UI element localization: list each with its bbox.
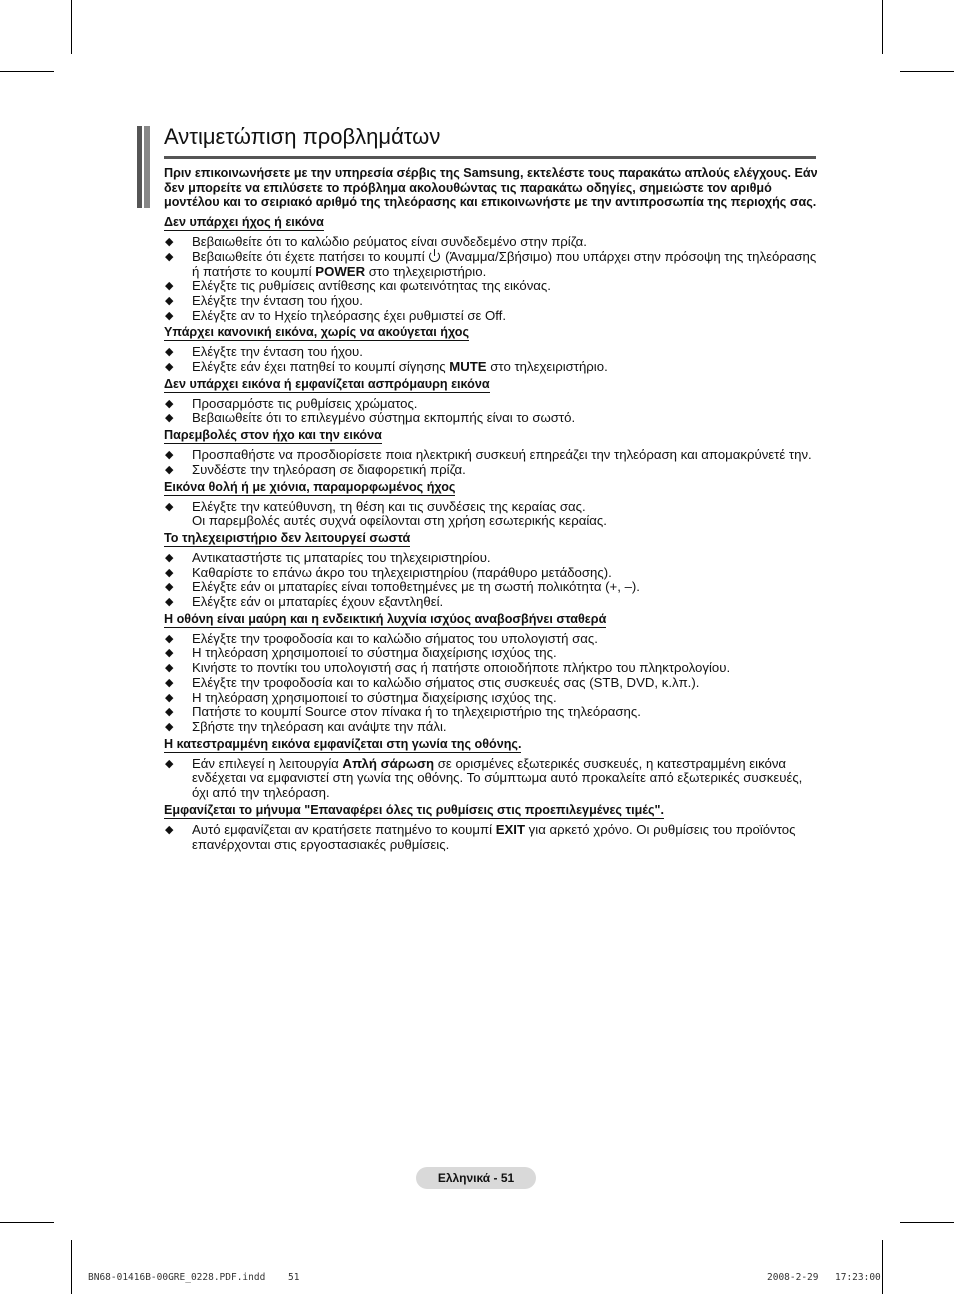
diamond-bullet-icon: ◆	[165, 823, 174, 836]
item-text: Βεβαιωθείτε ότι το επιλεγμένο σύστημα εκπομπής είναι το σωστό.	[192, 410, 576, 426]
item-text: Αντικαταστήστε τις μπαταρίες του τηλεχειριστηρίου.	[192, 549, 491, 565]
diamond-bullet-icon: ◆	[165, 500, 174, 513]
troubleshoot-section	[164, 737, 818, 801]
section-heading: Υπάρχει κανονική εικόνα, χωρίς να ακούγεται ήχος	[164, 325, 470, 340]
item-text: Ελέγξτε εάν οι μπαταρίες είναι τοποθετημένες με τη σωστή πολικότητα (+, –).	[192, 579, 640, 595]
item-text: Σβήστε την τηλεόραση και ανάψτε την πάλι.	[192, 718, 447, 734]
diamond-bullet-icon: ◆	[165, 676, 174, 689]
list-item	[164, 411, 818, 426]
crop-mark	[900, 71, 954, 72]
list-item	[164, 632, 818, 647]
imprint-file-name: BN68-01416B-00GRE_0228.PDF.indd	[88, 1272, 266, 1283]
bullet-list	[164, 823, 818, 852]
troubleshoot-section	[164, 803, 818, 852]
diamond-bullet-icon: ◆	[165, 691, 174, 704]
diamond-bullet-icon: ◆	[165, 412, 174, 425]
crop-mark	[882, 1240, 883, 1294]
section-heading: Η κατεστραμμένη εικόνα εμφανίζεται στη γωνία της οθόνης.	[164, 736, 522, 751]
section-heading: Η οθόνη είναι μαύρη και η ενδεικτική λυχνία ισχύος αναβοσβήνει σταθερά	[164, 611, 607, 626]
page-number-badge: Ελληνικά - 51	[416, 1167, 536, 1189]
list-item	[164, 235, 818, 250]
item-text: στο τηλεχειριστήριο.	[368, 263, 487, 279]
list-item	[164, 691, 818, 706]
item-text: Πατήστε το κουμπί Source στον πίνακα ή το τηλεχειριστήριο της τηλεόρασης.	[192, 704, 641, 720]
item-keyword: POWER	[315, 263, 366, 279]
item-text: Συνδέστε την τηλεόραση σε διαφορετική πρίζα.	[192, 461, 466, 477]
diamond-bullet-icon: ◆	[165, 463, 174, 476]
crop-mark	[882, 0, 883, 54]
diamond-bullet-icon: ◆	[165, 361, 174, 374]
list-item	[164, 757, 818, 801]
item-text: Η τηλεόραση χρησιμοποιεί το σύστημα διαχείρισης ισχύος της.	[192, 645, 557, 661]
section-heading: Δεν υπάρχει ήχος ή εικόνα	[164, 215, 324, 230]
section-heading: Το τηλεχειριστήριο δεν λειτουργεί σωστά	[164, 530, 411, 545]
list-item	[164, 345, 818, 360]
diamond-bullet-icon: ◆	[165, 647, 174, 660]
troubleshoot-section	[164, 612, 818, 735]
list-item	[164, 676, 818, 691]
section-heading: Εμφανίζεται το μήνυμα "Επαναφέρει όλες τις ρυθμίσεις στις προεπιλεγμένες τιμές".	[164, 802, 665, 817]
item-text: Ελέγξτε εάν έχει πατηθεί το κουμπί σίγησης	[192, 359, 446, 375]
diamond-bullet-icon: ◆	[165, 596, 174, 609]
crop-mark	[71, 1240, 72, 1294]
item-keyword: Απλή σάρωση	[342, 755, 435, 771]
bullet-list	[164, 448, 818, 477]
item-text: Βεβαιωθείτε ότι το καλώδιο ρεύματος είναι συνδεδεμένο στην πρίζα.	[192, 234, 587, 250]
item-text: (Άναμμα/Σβήσιμο) που υπάρχει στην πρόσοψη της τηλεόρασης ή πατήστε το κουμπί	[192, 248, 817, 279]
list-item	[164, 294, 818, 309]
item-text: Ελέγξτε την τροφοδοσία και το καλώδιο σήματος του υπολογιστή σας.	[192, 630, 598, 646]
main-content	[164, 166, 818, 854]
diamond-bullet-icon: ◆	[165, 346, 174, 359]
item-text: Εάν επιλεγεί η λειτουργία	[192, 755, 339, 771]
item-keyword: MUTE	[449, 359, 487, 375]
crop-mark	[900, 1222, 954, 1223]
list-item	[164, 500, 818, 529]
item-text: Ελέγξτε εάν οι μπαταρίες έχουν εξαντληθεί.	[192, 594, 444, 610]
bullet-list	[164, 345, 818, 374]
item-text: Ελέγξτε την κατεύθυνση, τη θέση και τις συνδέσεις της κεραίας σας.	[192, 498, 586, 514]
section-heading: Εικόνα θολή ή με χιόνια, παραμορφωμένος ήχος	[164, 479, 456, 494]
bullet-list	[164, 500, 818, 529]
diamond-bullet-icon: ◆	[165, 757, 174, 770]
list-item	[164, 720, 818, 735]
diamond-bullet-icon: ◆	[165, 706, 174, 719]
section-heading: Δεν υπάρχει εικόνα ή εμφανίζεται ασπρόμαυρη εικόνα	[164, 376, 490, 391]
sections-list	[164, 215, 818, 852]
diamond-bullet-icon: ◆	[165, 236, 174, 249]
list-item	[164, 823, 818, 852]
list-item	[164, 448, 818, 463]
list-item	[164, 397, 818, 412]
list-item	[164, 360, 818, 375]
item-text: Κινήστε το ποντίκι του υπολογιστή σας ή πατήστε οποιοδήποτε πλήκτρο του πληκτρολογίου.	[192, 660, 731, 676]
list-item	[164, 279, 818, 294]
list-item	[164, 580, 818, 595]
diamond-bullet-icon: ◆	[165, 280, 174, 293]
item-text: για αρκετό χρόνο. Οι ρυθμίσεις του προϊόντος επανέρχονται στις εργοστασιακές ρυθμίσεις.	[192, 821, 796, 852]
diamond-bullet-icon: ◆	[165, 566, 174, 579]
item-text: Ελέγξτε την ένταση του ήχου.	[192, 344, 363, 360]
crop-mark	[0, 71, 54, 72]
troubleshoot-section	[164, 531, 818, 610]
item-text: Βεβαιωθείτε ότι έχετε πατήσει το κουμπί	[192, 248, 425, 264]
item-text: Ελέγξτε την ένταση του ήχου.	[192, 292, 363, 308]
troubleshoot-section	[164, 428, 818, 477]
diamond-bullet-icon: ◆	[165, 449, 174, 462]
troubleshoot-section	[164, 377, 818, 426]
list-item	[164, 566, 818, 581]
bullet-list	[164, 397, 818, 426]
diamond-bullet-icon: ◆	[165, 294, 174, 307]
diamond-bullet-icon: ◆	[165, 250, 174, 263]
title-decoration-bars	[137, 126, 151, 208]
list-item	[164, 646, 818, 661]
diamond-bullet-icon: ◆	[165, 397, 174, 410]
item-text: Ελέγξτε αν το Ηχείο τηλεόρασης έχει ρυθμιστεί σε Off.	[192, 307, 507, 323]
diamond-bullet-icon: ◆	[165, 581, 174, 594]
diamond-bullet-icon: ◆	[165, 720, 174, 733]
list-item	[164, 309, 818, 324]
imprint-date: 2008-2-29	[767, 1272, 819, 1283]
crop-mark	[71, 0, 72, 54]
title-divider	[164, 156, 816, 159]
item-text: Ελέγξτε τις ρυθμίσεις αντίθεσης και φωτεινότητας της εικόνας.	[192, 278, 551, 294]
item-text: σε ορισμένες εξωτερικές συσκευές, η κατεστραμμένη εικόνα ενδέχεται να εμφανιστεί στη γωνία της οθόνης. Το σύμπτωμα αυτό προκαλείτε από εξωτερικές συσκευές, όχι από την τηλεόραση.	[192, 755, 803, 801]
bullet-list	[164, 632, 818, 735]
troubleshoot-section	[164, 325, 818, 374]
item-text: στο τηλεχειριστήριο.	[490, 359, 608, 375]
bullet-list	[164, 235, 818, 323]
item-text: Προσπαθήστε να προσδιορίσετε ποια ηλεκτρική συσκευή επηρεάζει την τηλεόραση και απομακρύνετέ την.	[192, 447, 812, 463]
item-text: Ελέγξτε την τροφοδοσία και το καλώδιο σήματος στις συσκευές σας (STB, DVD, κ.λπ.).	[192, 674, 700, 690]
diamond-bullet-icon: ◆	[165, 632, 174, 645]
item-text: Αυτό εμφανίζεται αν κρατήσετε πατημένο το κουμπί	[192, 821, 493, 837]
imprint-file-page: 51	[288, 1272, 300, 1283]
bullet-list	[164, 757, 818, 801]
diamond-bullet-icon: ◆	[165, 551, 174, 564]
intro-paragraph: Πριν επικοινωνήσετε με την υπηρεσία σέρβις της Samsung, εκτελέστε τους παρακάτω απλούς ελέγχους. Εάν δεν μπορείτε να επιλύσετε το πρόβλημα ακολουθώντας τις παρακάτω οδηγίες, σημειώστε τον αριθμό μοντέλου και το σειριακό αριθμό της τηλεόρασης και επικοινωνήστε με την αντιπροσωπία της περιοχής σας.	[164, 166, 818, 210]
diamond-bullet-icon: ◆	[165, 309, 174, 322]
list-item	[164, 595, 818, 610]
bullet-list	[164, 551, 818, 610]
item-text: Η τηλεόραση χρησιμοποιεί το σύστημα διαχείρισης ισχύος της.	[192, 689, 557, 705]
list-item	[164, 661, 818, 676]
item-keyword: EXIT	[495, 821, 525, 837]
list-item	[164, 705, 818, 720]
troubleshoot-section	[164, 215, 818, 323]
imprint-time: 17:23:00	[835, 1272, 881, 1283]
list-item	[164, 463, 818, 478]
list-item	[164, 250, 818, 279]
item-text: Οι παρεμβολές αυτές συχνά οφείλονται στη χρήση εσωτερικής κεραίας.	[192, 513, 607, 529]
item-text: Καθαρίστε το επάνω άκρο του τηλεχειριστηρίου (παράθυρο μετάδοσης).	[192, 564, 612, 580]
power-icon	[429, 251, 440, 262]
list-item	[164, 551, 818, 566]
section-heading: Παρεμβολές στον ήχο και την εικόνα	[164, 428, 382, 443]
diamond-bullet-icon: ◆	[165, 662, 174, 675]
troubleshoot-section	[164, 480, 818, 529]
item-text: Προσαρμόστε τις ρυθμίσεις χρώματος.	[192, 395, 418, 411]
crop-mark	[0, 1222, 54, 1223]
page-title: Αντιμετώπιση προβλημάτων	[164, 124, 441, 149]
